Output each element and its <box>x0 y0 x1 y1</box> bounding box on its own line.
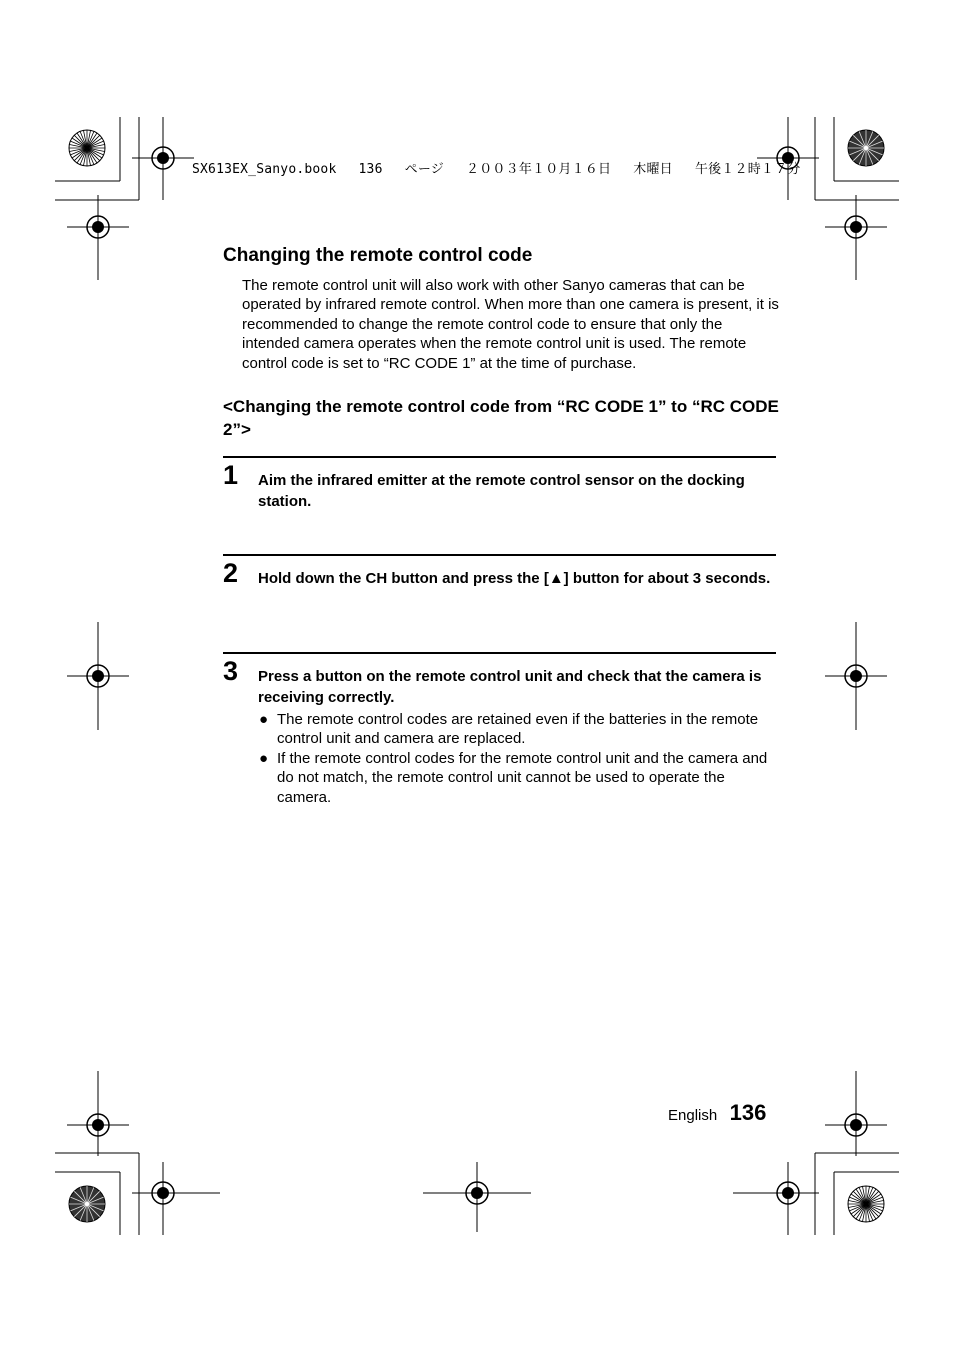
note-text: The remote control codes are retained even if the batteries in the remote control unit and camera are replaced. <box>277 711 759 748</box>
notes-list <box>258 710 778 807</box>
step-text: Press a button on the remote control unit and check that the camera is receiving correctly. <box>258 668 762 706</box>
print-header-page: 136 <box>358 162 383 177</box>
step-number: 3 <box>223 656 239 686</box>
star-target-icon <box>848 1186 884 1222</box>
step-number: 2 <box>223 558 239 588</box>
bullet-icon: ● <box>259 749 269 767</box>
page-number: 136 <box>729 1100 767 1125</box>
step-number: 1 <box>223 460 239 490</box>
print-header-page-suffix: ページ <box>404 162 444 177</box>
step-1 <box>223 456 776 510</box>
print-header-file: SX613EX_Sanyo.book <box>192 162 337 177</box>
intro-paragraph: The remote control unit will also work with other Sanyo cameras that can be operated by infrared remote control. When more than one camera is present, it is recommended to change the remote control code to ensure that only the intended camera operates when the remote control unit is used. The remote control code is set to “RC CODE 1” at the time of purchase. <box>242 277 779 372</box>
list-item <box>258 749 778 807</box>
step-3 <box>223 652 776 706</box>
note-text: If the remote control codes for the remote control unit and the camera and do not match, the remote control unit cannot be used to operate the camera. <box>277 749 768 806</box>
print-header-date: ２００３年１０月１６日 <box>466 162 612 177</box>
star-target-icon <box>69 130 105 166</box>
registration-mark-icon <box>446 1162 508 1224</box>
subsection-title: <Changing the remote control code from “RC CODE 1” to “RC CODE 2”> <box>223 397 779 439</box>
print-header-weekday: 木曜日 <box>633 162 673 177</box>
section-title: Changing the remote control code <box>223 245 533 266</box>
star-target-icon <box>848 130 884 166</box>
step-2 <box>223 554 776 588</box>
footer-language: English <box>668 1107 718 1124</box>
step-text: Hold down the CH button and press the [▲] button for about 3 seconds. <box>258 570 771 587</box>
step-text: Aim the infrared emitter at the remote control sensor on the docking station. <box>258 472 745 510</box>
bullet-icon: ● <box>259 711 269 728</box>
star-target-icon <box>69 1186 105 1222</box>
print-header-time: 午後１２時１７分 <box>694 162 801 177</box>
list-item <box>258 710 778 749</box>
page-footer <box>668 1100 766 1126</box>
print-header <box>192 158 815 177</box>
